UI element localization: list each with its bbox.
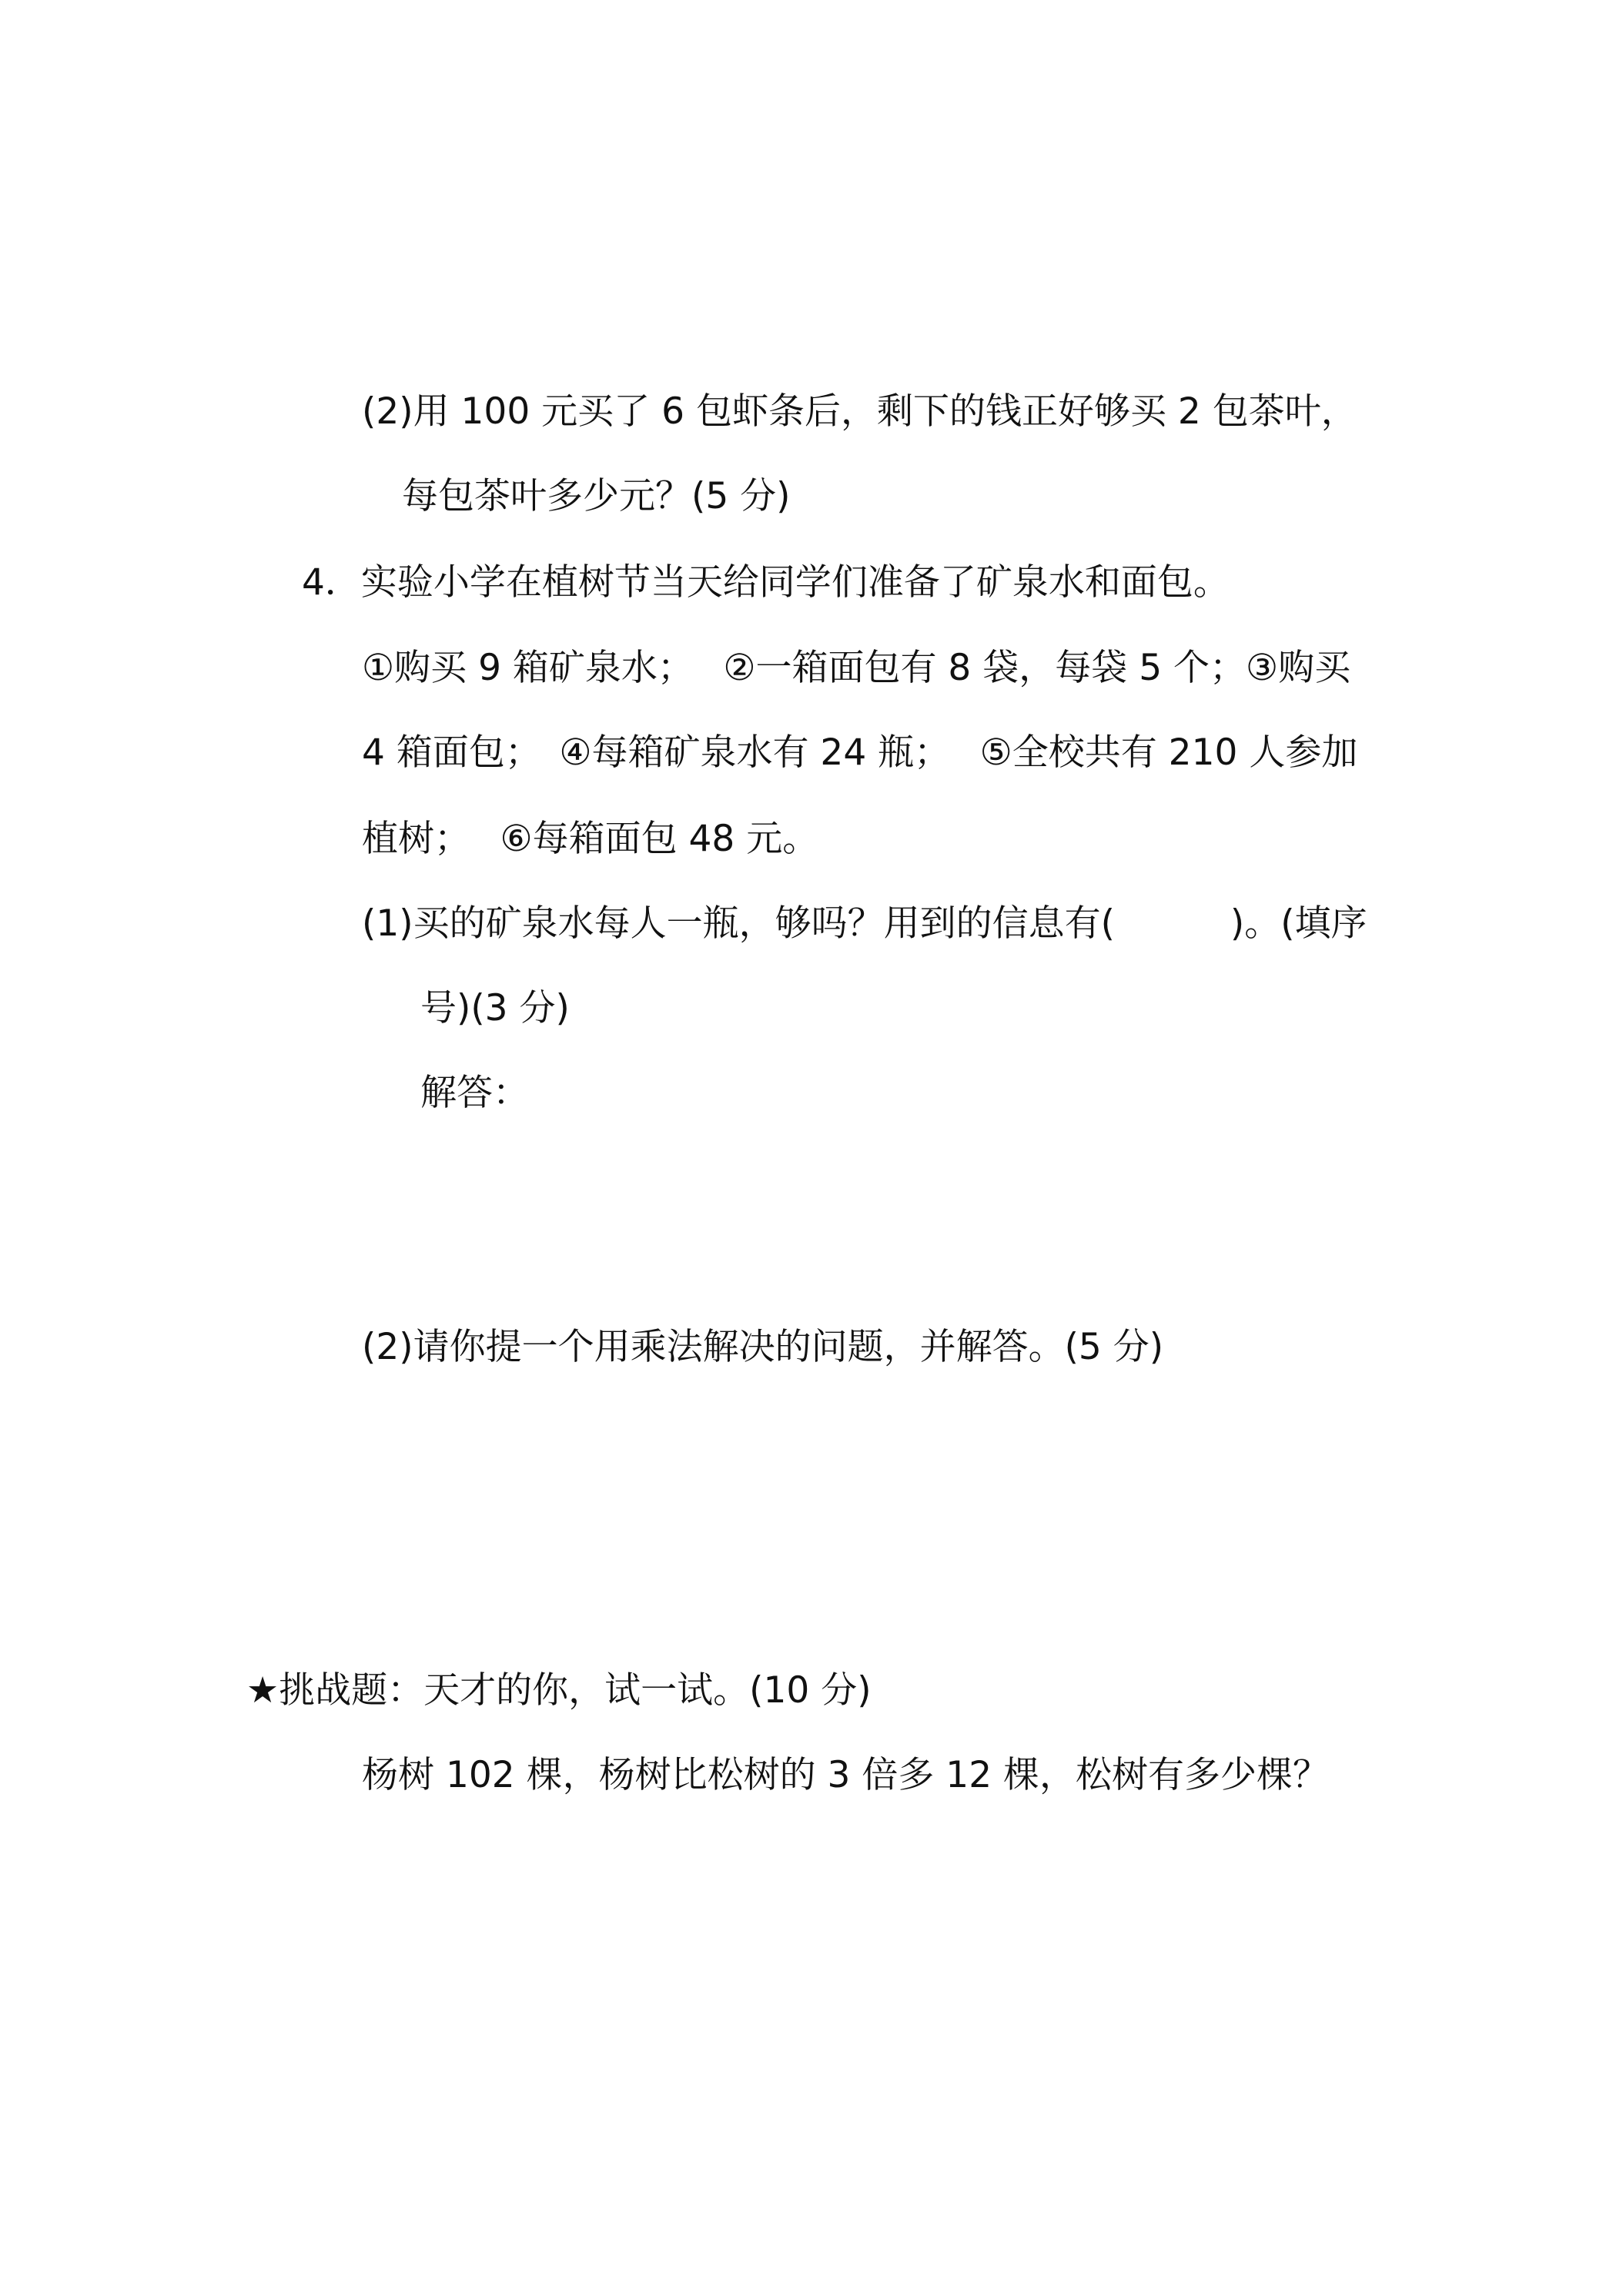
q4-sub1-text-before: (1)买的矿泉水每人一瓶，够吗？用到的信息有( [362,902,1115,945]
q4-sub1-answer-label: 解答： [420,1072,529,1114]
q4-sub1-text-after: )。(填序 [1230,902,1367,945]
q4-sub1-line1 [362,901,1367,947]
q4-sub2: (2)请你提一个用乘法解决的问题，并解答。(5 分) [362,1326,1164,1368]
challenge-problem: 杨树 102 棵，杨树比松树的 3 倍多 12 棵，松树有多少棵？ [362,1754,1330,1796]
q4-info-line1: ①购买 9 箱矿泉水； ②一箱面包有 8 袋，每袋 5 个；③购买 [362,647,1351,689]
q3-2-line1: (2)用 100 元买了 6 包虾条后，剩下的钱正好够买 2 包茶叶， [362,390,1357,433]
q4-sub1-line2: 号)(3 分) [420,987,570,1029]
q3-2-line2: 每包茶叶多少元？(5 分) [402,475,791,517]
q4-stem: 4．实验小学在植树节当天给同学们准备了矿泉水和面包。 [302,561,1230,604]
challenge-title: ★挑战题：天才的你，试一试。(10 分) [246,1669,872,1712]
q4-info-line3: 植树； ⑥每箱面包 48 元。 [362,818,819,860]
q4-info-line2: 4 箱面包； ④每箱矿泉水有 24 瓶； ⑤全校共有 210 人参加 [362,731,1358,774]
